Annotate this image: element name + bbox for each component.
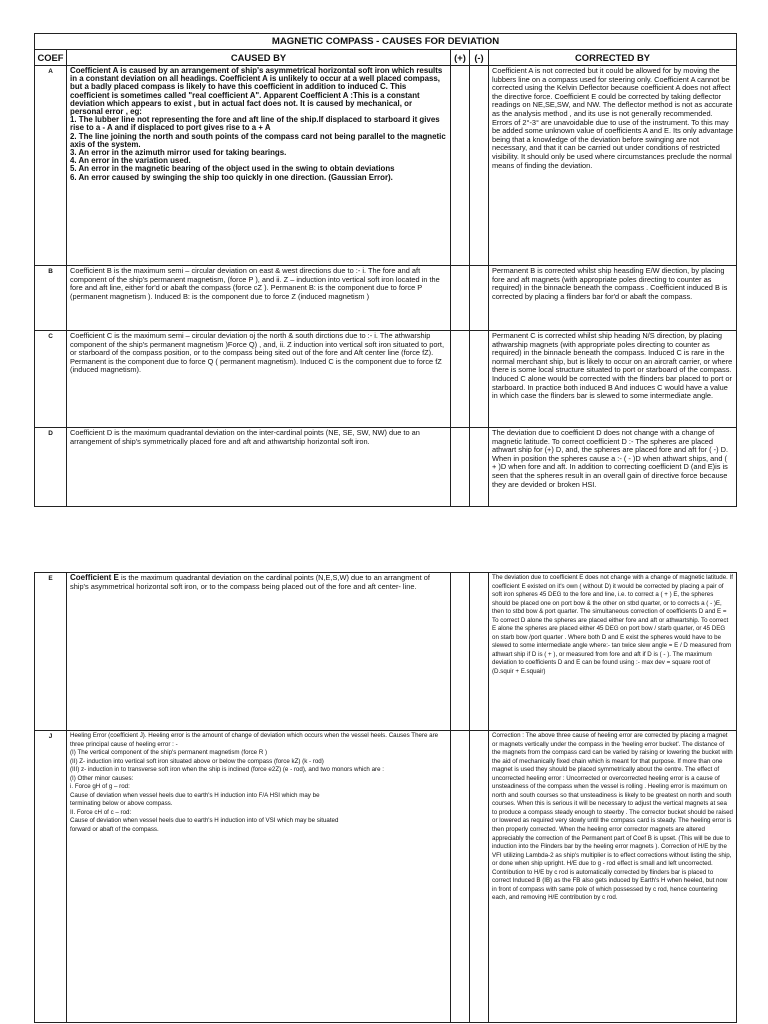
coef-label: D: [35, 428, 67, 507]
plus-cell: [451, 331, 470, 428]
plus-cell: [451, 731, 470, 1023]
corrected-by-cell: Correction : The above three cause of heeling error are corrected by placing a magnet or magnets vertically under the compass in the 'heeling error bucket'. The distance of the magnets from the compass card can be varied by raising or lowering the bucket with the aid of mechanically fixed chain which is meant for that purpose. If more than one magnet is used they should be placed symmetrically about the centre. The effect of uncorrected heeling error : Uncorrected or overcorrected heeling error is a cause of unsteadiness of the compass when the vessel is rolling . Heeling error is maximum on north and south courses so that unsteadiness is likely to be greatest on north and south courses. When this is serious it will be necessary to adjust the vertical magnets at sea to produce a compass steady enough to steerby . The corrector bucket should be raised or lowered as required very slowly until the compass card is steady. The heeling error is then properly corrected. When the heeling error corrector magnets are altered appreciably the correction of the Permanent part of Coef B is upset. (This will be due to induction into the Flinders bar by the heeling error magnets ). Correction of H/E by the VFI utilizing Lambda-2 as ship's multiplier is to effect corrections without listing the ship, or done when ship upright. H/E due to g - rod effect is small and left uncorrected. Contribution to H/E by c rod is automatically corrected by flinders bar is placed to correct Induced B (IB) as the FB also gets induced by Earth's H when heeled, but now in front of compass with same pole of which possessed by c rod, hence countering each, and removing H/E contribution by c rod.: [489, 731, 737, 1023]
header-corrected-by: CORRECTED BY: [489, 50, 737, 66]
coefficient-e-lead: Coefficient E: [70, 573, 119, 582]
corrected-by-cell: Coefficient A is not corrected but it could be allowed for by moving the lubbers line on a compass used for steering only. Coefficient A cannot be corrected using the Kelvin Deflector because coefficient A does not affect the directive force. Coefficient E could be corrected by taking deflector readings on NE,SE,SW, and NW. The deflector method is not as accurate as the analysis method , and its use is not generally recommended. Errors of 2°-3° are unavoidable due to use of the instrument. To this may be added some unknown value of coefficients A and E. Its only advantage being that a knowledge of the deviation before swinging are not necessary, and that it can be carried out under conditions of restricted visibility. It should only be used where circumstances preclude the normal means of finding the deviation.: [489, 66, 737, 266]
caused-by-cell: Coefficient B is the maximum semi – circular deviation on east & west directions due to :- i. The fore and aft component of the ship's permanent magnetism, (force P ), and ii. Z – induction into vertical soft iron located in the fore and aft line, either for'd or abaft the compass (force cZ ). Permanent B: is the component due to force P (permanent magnetism ). Induced B: is the component due to force Z (induced magnetism ): [67, 266, 451, 331]
table-row: [35, 331, 737, 428]
corrected-by-cell: The deviation due to coefficient E does not change with a change of magnetic latitude. If coefficient E existed on it's own ( without D) it would be corrected by placing a pair of soft iron spheres 45 DEG to the fore and line, i.e. to correct a ( + ) E, the spheres should be placed one on port bow & the other on stbd quarter, or to corrects a ( - )E, then to stbd bow & port quarter. The simultaneous correction of coefficients D and E = To correct D alone the spheres are placed either fore and aft or athwartship. To correct E alone the spheres are placed either 45 DEG on port bow / starb quarter, or 45 DEG on starb bow /port quarter . Where both D and E exist the spheres would have to be slewed to some intermediate angle where:- tan twice slew angle = E / D measured from athwart ship if D is ( + ), or measured from fore and aft if D is ( - ). The maximum deviation to coefficients D and E can be found using :- max dev = square root of (D.squir + E.squair): [489, 573, 737, 731]
caused-by-cell: Heeling Error (coefficient J). Heeling error is the amount of change of deviation which occurs when the vessel heels. Causes There are three principal cause of heeling error : - (I) The vertical component of the ship's permanent magnetism (force R ) (II) Z- induction into vertical soft iron situated above or below the compass (force kZ) (k - rod) (III) z- induction in to transverse soft iron when the ship is inclined (force e2Z) (e - rod), and two monors which are : (I) Other minor causes: i. Force gH of g – rod: Cause of deviation when vessel heels due to earth's H induction into F/A HSI which may be terminating below or above compass. II. Force cH of c – rod: Cause of deviation when vessel heels due to earth's H induction into of VSI which may be situated forward or abaft of the compass.: [67, 731, 451, 1023]
caused-by-text: is the maximum quadrantal deviation on the cardinal points (N,E,S,W) due to an arrangment of ship's asymmetrical horizontal soft iron, or to the compass being placed out of the fore and aft center- line.: [70, 573, 430, 591]
caused-by-cell: Coefficient C is the maximum semi – circular deviation oj the north & south dirctions due to :- i. The athwarship component of the ship's permanent magnetism )Force Q) , and, ii. Z induction into vertical soft iron situated to port, or starboard of the compass position, or to the compass being sited out of the fore and Aft center line (force fZ). Permanent is the component due to force Q ( permanent magnetism). Induced C is the component due to force fZ (induced magnetism).: [67, 331, 451, 428]
table-row: [35, 573, 737, 731]
corrected-by-cell: Permanent B is corrected whilst ship heasding E/W diection, by placing fore and aft magnets (with appropriate poles directing to counter as required) in the binnacle beneath the compass . Coefficient induced B is corrected by placing a flinders bar for'd or abaft the compass.: [489, 266, 737, 331]
coef-label: E: [35, 573, 67, 731]
corrected-by-cell: The deviation due to coefficient D does not change with a change of magnetic latitude. To correct coefficient D :- The spheres are placed athwart ship for (+) D, and, the spheres are placed fore and aft for ( -) D. When in position the spheres cause a :- ( - )D when athwart ships, and ( + )D when fore and aft. In addition to correcting coefficient D (and E)is is seen that the spheres result in an overall gain of directive force because they are devided or broken HSI.: [489, 428, 737, 507]
header-coef: COEF: [35, 50, 67, 66]
minus-cell: [470, 66, 489, 266]
minus-cell: [470, 573, 489, 731]
header-minus: (-): [470, 50, 489, 66]
caused-by-cell: [67, 573, 451, 731]
minus-cell: [470, 731, 489, 1023]
coef-label: B: [35, 266, 67, 331]
table-row: [35, 66, 737, 266]
table-row: [35, 266, 737, 331]
plus-cell: [451, 266, 470, 331]
table-row: [35, 731, 737, 1023]
coef-label: J: [35, 731, 67, 1023]
header-caused-by: CAUSED BY: [67, 50, 451, 66]
plus-cell: [451, 428, 470, 507]
plus-cell: [451, 573, 470, 731]
minus-cell: [470, 331, 489, 428]
minus-cell: [470, 266, 489, 331]
header-plus: (+): [451, 50, 470, 66]
coef-label: A: [35, 66, 67, 266]
table-row: [35, 428, 737, 507]
plus-cell: [451, 66, 470, 266]
caused-by-cell: Coefficient A is caused by an arrangement of ship's asymmetrical horizontal soft iron which results in a constant deviation on all headings. Coefficient A is unlikely to occur at a well placed compass, but a badly placed compass is likely to have this coefficient in addition to induced C. This coefficient is sometimes called "real coefficient A". Apparent Coefficient A :This is a constant deviation which appears to exist , but in actual fact does not. It is caused by mechanical, or personal error , eg: 1. The lubber line not representing the fore and aft line of the ship.If displaced to starboard it gives rise to a - A and if displaced to port gives rise to a + A 2. The line joining the north and south points of the compass card not being parallel to the magnetic axis of the system. 3. An error in the azimuth mirror used for taking bearings. 4. An error in the variation used. 5. An error in the magnetic bearing of the object used in the swing to obtain deviations 6. An error caused by swinging the ship too quickly in one direction. (Gaussian Error).: [67, 66, 451, 266]
caused-by-cell: Coefficient D is the maximum quadrantal deviation on the inter-cardinal points (NE, SE, SW, NW) due to an arrangement of ship's symmetrically placed fore and aft and athwartship horizontal soft iron.: [67, 428, 451, 507]
deviation-table-part-1: [34, 33, 737, 507]
deviation-table-part-2: [34, 572, 737, 1023]
corrected-by-cell: Permanent C is corrected whilst ship heading N/S direction, by placing athwarship magnets (with appropriate poles directing to counter as required) in the binnacle beneath the compass. Induced C is rare in the normal merchant ship, but is likely to occur on an aircraft carrier, or where there is some local structure situated to port or starboard of the compass. Induced C alone would be corrected with the flinders bar placed to port or starboard. In practice both induced B And induces C would have a value in which case the flinders bar is slewed to some intermediate angle.: [489, 331, 737, 428]
table-title: MAGNETIC COMPASS - CAUSES FOR DEVIATION: [35, 34, 737, 50]
minus-cell: [470, 428, 489, 507]
coef-label: C: [35, 331, 67, 428]
